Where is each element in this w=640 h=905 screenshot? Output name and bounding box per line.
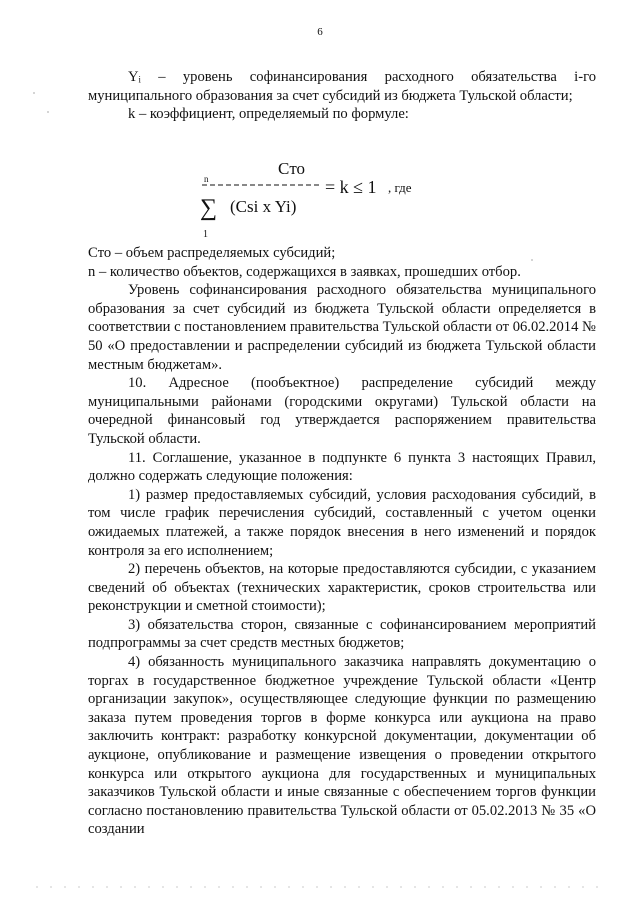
formula-sum-symbol: ∑ — [200, 195, 218, 221]
formula-sum-lower: 1 — [203, 229, 208, 240]
cto-definition: Cто – объем распределяемых субсидий; — [88, 245, 336, 261]
list-item-2: 2) перечень объектов, на которые предоставляются субсидии, с указанием сведений об объектах (технических характеристик, сроков строительства или реконструкции и сметной стоимости); — [88, 561, 596, 615]
formula — [190, 152, 480, 252]
main-text-block — [88, 244, 596, 839]
scan-speck — [531, 259, 533, 261]
paragraph-11: 11. Соглашение, указанное в подпункте 6 пункта 3 настоящих Правил, должно содержать следующие положения: — [88, 449, 596, 485]
formula-svg — [190, 152, 480, 252]
intro-block — [88, 68, 596, 124]
formula-denominator: (Csi x Yi) — [230, 197, 297, 216]
scan-speck — [33, 92, 35, 94]
formula-suffix: , где — [388, 180, 412, 195]
yi-definition: Yᵢ – уровень софинансирования расходного обязательства i-го муниципального образования за счет субсидий из бюджета Тульской области; — [88, 69, 596, 104]
formula-relation: = k ≤ 1 — [325, 177, 377, 197]
scan-noise — [30, 886, 610, 888]
list-item-3: 3) обязательства сторон, связанные с софинансированием мероприятий подпрограммы за счет средств местных бюджетов; — [88, 616, 596, 652]
list-item-4: 4) обязанность муниципального заказчика направлять документацию о торгах в государственное бюджетное учреждение Тульской области «Центр организации закупок», осуществляющее следующие функции по размещению заказа путем проведения торгов в форме конкурса или аукциона на право заключить контракт: разработку конкурсной документации, документации об аукционе, опубликование и размещение извещения о проведении открытого конкурса или открытого аукциона для государственных и муниципальных заказчиков Тульской области и иные связанные с обеспечением торгов функции согласно постановлению правительства Тульской области от 05.02.2013 № 35 «О создании — [88, 654, 596, 838]
formula-numerator: Cто — [278, 159, 306, 178]
paragraph-10: 10. Адресное (пообъектное) распределение субсидий между муниципальными районами (городскими округами) Тульской области на очередной финансовый год утверждается распоряжением правительства Тульской области. — [88, 375, 596, 447]
list-item-1: 1) размер предоставляемых субсидий, условия расходования субсидий, в том числе график перечисления субсидий, составленный с учетом оценки ожидаемых платежей, а также порядок внесения в него изменений и порядок контроля за его исполнением; — [88, 486, 596, 559]
scan-speck — [47, 111, 49, 113]
k-definition: k – коэффициент, определяемый по формуле: — [128, 106, 409, 123]
formula-sum-upper: n — [204, 174, 209, 184]
page-number: 6 — [317, 26, 323, 38]
n-definition: n – количество объектов, содержащихся в заявках, прошедших отбор. — [88, 263, 521, 280]
paragraph-cofinancing-level: Уровень софинансирования расходного обязательства муниципального образования за счет субсидий из бюджета Тульской области определяется в соответствии с постановлением правительства Тульской области от 06.02.2014 № 50 «О предоставлении и распределении субсидий из бюджета Тульской области местным бюджетам». — [88, 282, 596, 373]
